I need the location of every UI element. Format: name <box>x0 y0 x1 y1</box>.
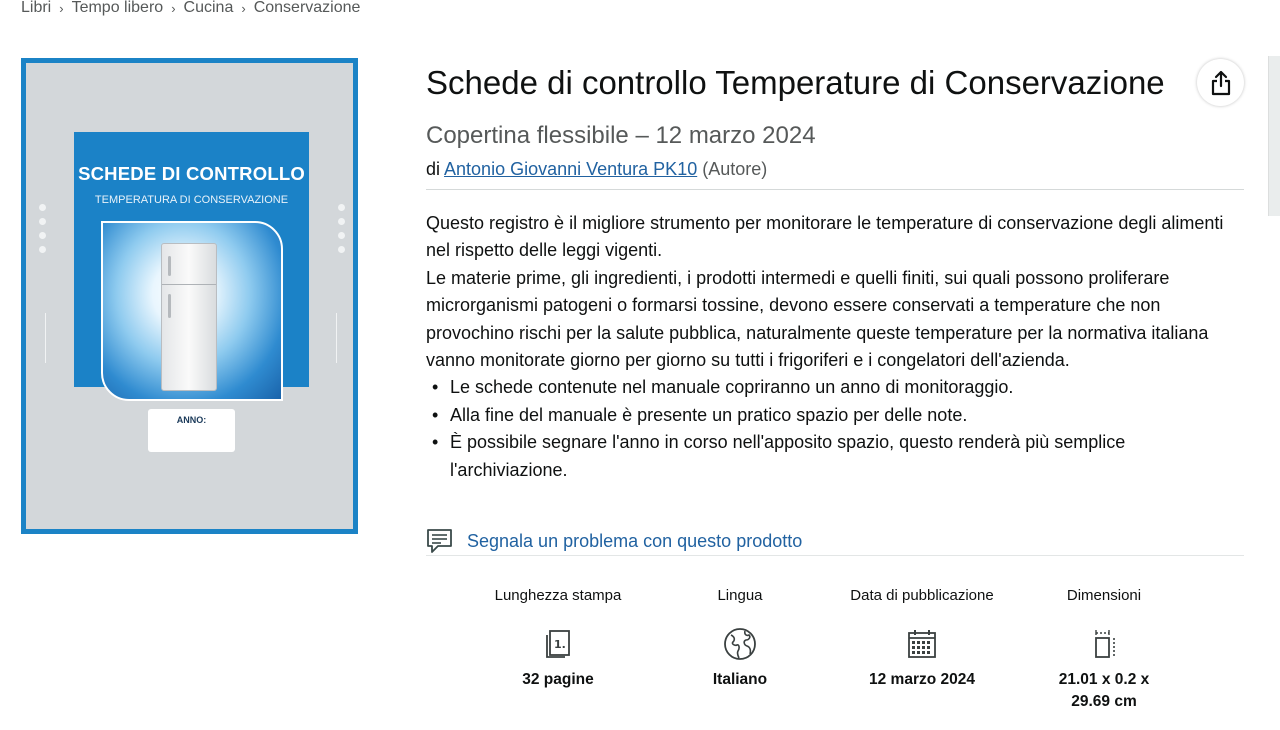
fridge-photo <box>101 221 283 401</box>
chevron-right-icon: › <box>241 0 246 16</box>
detail-value: 32 pagine <box>522 671 594 688</box>
svg-text:1.: 1. <box>554 638 566 651</box>
list-item: • È possibile segnare l'anno in corso nell'apposito spazio, questo renderà più semplice l'archiviazione. <box>426 429 1246 484</box>
fridge-icon <box>161 243 217 391</box>
cover-title: SCHEDE DI CONTROLLO <box>78 163 305 184</box>
breadcrumb-item-tempo-libero[interactable]: Tempo libero <box>71 0 164 16</box>
product-description <box>426 210 1246 484</box>
breadcrumb <box>21 0 360 17</box>
globe-icon <box>650 621 830 667</box>
breadcrumb-item-libri[interactable]: Libri <box>21 0 52 16</box>
detail-label: Dimensioni <box>1066 587 1142 604</box>
detail-value: Italiano <box>712 671 768 688</box>
description-paragraph: Questo registro è il migliore strumento per monitorare le temperature di conservazione degli alimenti nel rispetto delle leggi vigenti. <box>426 213 1224 261</box>
dimensions-icon <box>1014 621 1194 667</box>
detail-label: Data di pubblicazione <box>850 587 994 604</box>
description-paragraph: Le materie prime, gli ingredienti, i prodotti intermedi e quelli finiti, sui quali possono proliferare microrganismi patogeni o formarsi tossine, devono essere conservati a temperature che non provochino rischi per la salute pubblica, naturalmente queste temperature per la normativa italiana vanno monitorate giorno per giorno su tutti i frigoriferi e i congelatori dell'azienda. <box>426 267 1209 371</box>
detail-language <box>650 574 830 691</box>
description-bullets <box>426 374 1246 484</box>
detail-label: Lunghezza stampa <box>494 587 622 604</box>
detail-dimensions <box>1014 574 1194 713</box>
detail-value: 21.01 x 0.2 x 29.69 cm <box>1058 671 1150 710</box>
calendar-icon <box>832 621 1012 667</box>
detail-value: 12 marzo 2024 <box>869 671 975 688</box>
divider <box>426 189 1244 190</box>
author-link[interactable]: Antonio Giovanni Ventura PK10 <box>444 159 698 179</box>
feedback-icon <box>426 528 453 554</box>
share-icon <box>1209 70 1233 96</box>
cover-title-panel <box>74 132 309 387</box>
byline-prefix: di <box>426 159 441 179</box>
share-button[interactable] <box>1197 59 1244 106</box>
report-issue-link[interactable] <box>426 528 802 554</box>
chevron-right-icon: › <box>171 0 176 16</box>
author-role: (Autore) <box>702 159 768 179</box>
carousel-scroll-edge[interactable] <box>1268 56 1280 216</box>
product-details-carousel <box>468 574 1188 724</box>
year-box <box>148 409 235 452</box>
detail-label: Lingua <box>717 587 763 604</box>
detail-publication-date <box>832 574 1012 691</box>
cover-decoration <box>336 313 337 363</box>
list-item: • Le schede contenute nel manuale copriranno un anno di monitoraggio. <box>426 374 1246 401</box>
product-title: Schede di controllo Temperature di Conservazione <box>426 64 1165 101</box>
list-item: • Alla fine del manuale è presente un pratico spazio per delle note. <box>426 402 1246 429</box>
year-label: ANNO: <box>176 415 207 425</box>
breadcrumb-item-conservazione[interactable]: Conservazione <box>253 0 361 16</box>
cover-subtitle: TEMPERATURA DI CONSERVAZIONE <box>94 194 289 206</box>
format-and-date: Copertina flessibile – 12 marzo 2024 <box>426 122 816 149</box>
book-cover-image[interactable] <box>21 58 358 534</box>
cover-decoration <box>45 313 46 363</box>
cover-decoration <box>39 204 47 260</box>
report-issue-text: Segnala un problema con questo prodotto <box>467 530 803 551</box>
divider <box>426 555 1244 556</box>
cover-decoration <box>338 204 346 260</box>
byline <box>426 159 767 180</box>
book-pages-icon <box>468 621 648 667</box>
breadcrumb-item-cucina[interactable]: Cucina <box>183 0 234 16</box>
detail-print-length <box>468 574 648 691</box>
chevron-right-icon: › <box>59 0 64 16</box>
